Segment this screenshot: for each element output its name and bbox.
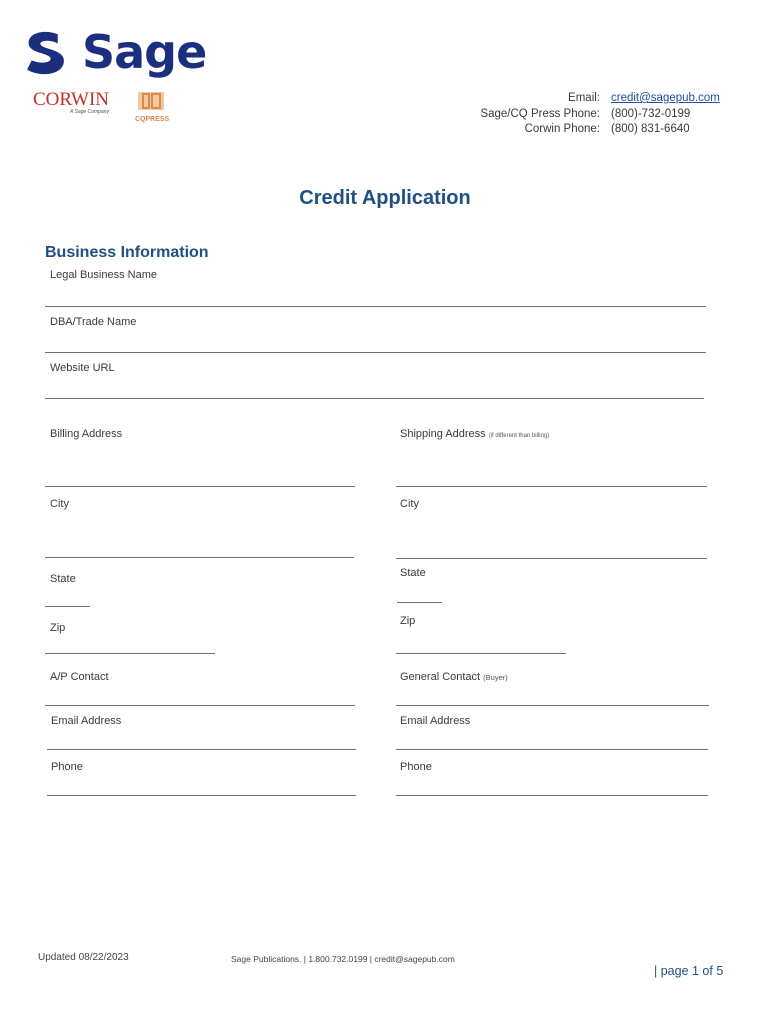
section-title: Business Information (45, 244, 209, 261)
general-contact-text: General Contact (400, 671, 481, 683)
phone-right-label: Phone (400, 761, 432, 773)
corwin-phone-value: (800) 831-6640 (611, 123, 690, 135)
cq-press-logo (135, 91, 170, 123)
zip-left-line[interactable] (45, 653, 215, 654)
dba-line[interactable] (45, 352, 706, 353)
sage-s-logo (24, 22, 70, 88)
billing-address-line[interactable] (45, 486, 355, 487)
zip-right-label: Zip (400, 615, 416, 627)
email-left-line[interactable] (47, 749, 356, 750)
shipping-address-note: (if different than billing) (488, 433, 550, 439)
contact-values (611, 91, 720, 138)
website-line[interactable] (45, 398, 704, 399)
publisher-footer: Sage Publications. | 1.800.732.0199 | credit@sagepub.com (231, 954, 455, 964)
website-label: Website URL (50, 362, 115, 374)
email-right-label: Email Address (400, 715, 471, 727)
sage-logo-text: Sage (82, 25, 207, 79)
email-left-label: Email Address (51, 715, 122, 727)
contact-email-link[interactable]: credit@sagepub.com (611, 92, 720, 104)
phone-right-line[interactable] (396, 795, 708, 796)
cq-press-icon (135, 91, 167, 111)
legal-name-line[interactable] (45, 306, 706, 307)
dba-label: DBA/Trade Name (50, 316, 137, 328)
state-right-line[interactable] (397, 602, 442, 603)
contact-labels (480, 91, 600, 138)
zip-left-label: Zip (50, 622, 66, 634)
shipping-address-label (400, 428, 549, 440)
state-left-line[interactable] (45, 606, 90, 607)
sage-phone-value: (800)-732-0199 (611, 107, 691, 120)
corwin-phone-label: Corwin Phone: (524, 123, 600, 135)
cq-press-text: CQPRESS (135, 116, 170, 123)
document-title: Credit Application (299, 187, 471, 209)
sage-phone-label: Sage/CQ Press Phone: (480, 107, 600, 120)
city-left-label: City (50, 498, 69, 510)
updated-date: Updated 08/22/2023 (38, 952, 129, 963)
city-left-line[interactable] (45, 557, 354, 558)
email-right-line[interactable] (396, 749, 708, 750)
email-label: Email: (568, 92, 600, 104)
general-contact-line[interactable] (396, 705, 709, 706)
corwin-tagline: A Sage Company (70, 109, 110, 115)
zip-right-line[interactable] (396, 653, 566, 654)
legal-name-label: Legal Business Name (50, 269, 158, 281)
city-right-line[interactable] (396, 558, 707, 559)
shipping-address-line[interactable] (396, 486, 707, 487)
state-right-label: State (400, 567, 426, 579)
phone-left-line[interactable] (47, 795, 356, 796)
ap-contact-line[interactable] (45, 705, 355, 706)
city-right-label: City (400, 498, 419, 510)
corwin-logo: CORWIN (33, 89, 109, 110)
general-contact-note: (Buyer) (483, 673, 508, 682)
phone-left-label: Phone (51, 761, 83, 773)
billing-address-label: Billing Address (50, 428, 123, 440)
page-number: | page 1 of 5 (654, 964, 724, 978)
shipping-address-text: Shipping Address (400, 428, 486, 440)
state-left-label: State (50, 573, 76, 585)
general-contact-label (400, 671, 508, 683)
ap-contact-label: A/P Contact (50, 671, 109, 683)
